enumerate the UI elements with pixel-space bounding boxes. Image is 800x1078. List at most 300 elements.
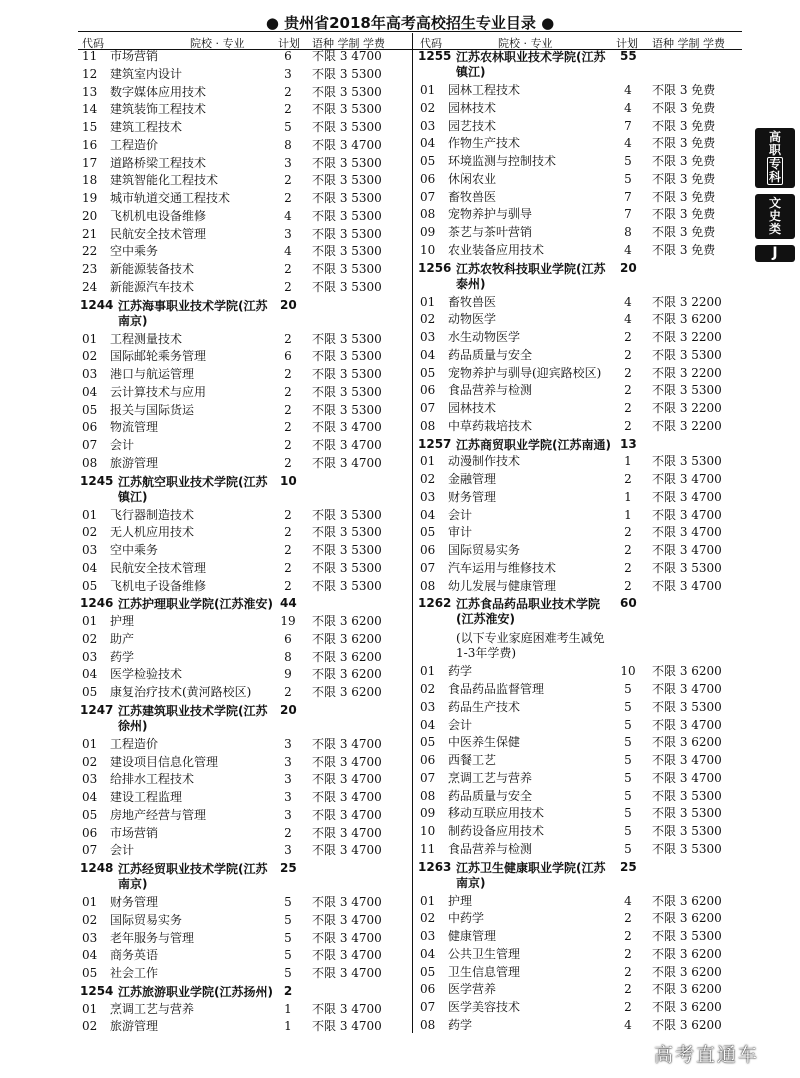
row-plan: 2	[284, 455, 292, 470]
row-fee: 不限 3 4700	[652, 489, 722, 504]
row-name: 国际邮轮乘务管理	[110, 349, 207, 364]
row-name: 健康管理	[448, 929, 497, 943]
major-row	[418, 347, 740, 365]
row-name: 药学	[110, 649, 135, 664]
row-code: 07	[420, 1000, 436, 1014]
major-row	[80, 119, 408, 137]
row-fee: 不限 3 4700	[312, 843, 382, 858]
major-row	[418, 206, 740, 224]
row-code: 06	[420, 383, 436, 398]
row-plan: 3	[284, 226, 292, 241]
row-code: 1263	[418, 859, 452, 874]
row-code: 01	[420, 454, 436, 469]
major-row	[418, 242, 740, 260]
row-code: 06	[82, 825, 98, 840]
row-name: 国际贸易实务	[448, 543, 521, 557]
row-fee: 不限 3 5300	[312, 367, 382, 381]
row-fee: 不限 3 5300	[652, 347, 722, 362]
row-name: 护理	[110, 614, 135, 628]
row-fee: 不限 3 5300	[312, 84, 382, 99]
row-fee: 不限 3 5300	[312, 507, 382, 522]
row-name: 食品营养与检测	[448, 383, 533, 398]
major-row	[418, 118, 740, 136]
row-plan: 3	[284, 66, 292, 81]
major-row	[80, 419, 408, 437]
tab-char: 类	[768, 222, 781, 236]
row-name: 江苏经贸职业技术学院(江苏南京)	[118, 862, 268, 891]
row-name: 江苏农牧科技职业学院(江苏泰州)	[456, 261, 606, 291]
row-plan: 19	[280, 614, 296, 628]
row-plan: 2	[284, 331, 292, 346]
row-code: 05	[420, 154, 436, 168]
row-plan: 2	[624, 365, 632, 380]
row-code: 08	[420, 788, 436, 803]
tab-char: 史	[768, 209, 781, 223]
row-plan: 2	[284, 685, 292, 699]
row-name: 商务英语	[110, 948, 159, 963]
row-name: 建筑智能化工程技术	[110, 173, 219, 188]
row-name: 财务管理	[110, 895, 159, 909]
row-name: 动物医学	[448, 312, 497, 327]
major-row	[418, 752, 740, 770]
row-fee: 不限 3 免费	[652, 225, 716, 239]
row-name: 园林工程技术	[448, 83, 521, 97]
row-code: 04	[420, 946, 436, 961]
header-rule	[78, 31, 742, 32]
row-fee: 不限 3 免费	[652, 189, 716, 204]
left-column-header	[80, 35, 408, 49]
row-code: 02	[420, 472, 436, 486]
row-code: 1262	[418, 596, 452, 611]
row-fee: 不限 3 4700	[312, 438, 382, 452]
tab-vocational	[755, 128, 795, 188]
row-plan: 2	[284, 438, 292, 452]
row-code: 05	[420, 525, 436, 540]
major-row	[80, 825, 408, 843]
major-row	[80, 560, 408, 578]
row-fee: 不限 3 5300	[652, 788, 722, 803]
row-fee: 不限 3 5300	[312, 66, 382, 81]
row-code: 01	[82, 331, 98, 346]
major-row	[80, 507, 408, 525]
row-code: 14	[82, 102, 98, 117]
major-row	[80, 947, 408, 965]
row-name: 医学美容技术	[448, 1000, 521, 1014]
row-code: 01	[420, 83, 436, 97]
page-header: ● 贵州省2018年高考高校招生专业目录 ●	[265, 14, 555, 32]
row-code: 13	[82, 84, 98, 99]
row-name: 汽车运用与维修技术	[448, 560, 557, 575]
row-name: 旅游管理	[110, 455, 159, 470]
row-fee: 不限 3 6200	[652, 1000, 722, 1014]
row-code: 04	[82, 384, 98, 399]
row-plan: 4	[624, 294, 632, 309]
major-row	[80, 965, 408, 983]
row-code: 07	[420, 560, 436, 575]
row-code: 05	[420, 365, 436, 380]
side-tabs	[755, 128, 795, 268]
row-plan: 5	[624, 841, 632, 856]
major-row	[418, 489, 740, 507]
row-name: 江苏卫生健康职业学院(江苏南京)	[456, 860, 606, 890]
col-plan-label: 计划	[616, 37, 638, 50]
row-name: 港口与航运管理	[110, 367, 195, 381]
row-plan: 2	[624, 472, 632, 486]
major-row	[418, 788, 740, 806]
row-plan: 2	[624, 1000, 632, 1014]
row-plan: 2	[284, 560, 292, 575]
major-row	[418, 82, 740, 100]
row-name: 房地产经营与管理	[110, 807, 207, 822]
row-plan: 9	[284, 667, 292, 682]
major-row	[418, 224, 740, 242]
row-code: 02	[82, 631, 98, 646]
major-row	[80, 789, 408, 807]
school-row	[80, 595, 408, 613]
row-name: 江苏护理职业学院(江苏淮安)	[118, 597, 273, 612]
row-code: 05	[82, 402, 98, 417]
row-plan: 2	[624, 347, 632, 362]
major-row	[418, 999, 740, 1017]
row-fee: 不限 3 5300	[312, 208, 382, 223]
row-code: 03	[420, 330, 436, 344]
row-code: 01	[82, 895, 98, 909]
major-row	[418, 524, 740, 542]
row-plan: 2	[624, 946, 632, 961]
row-code: 07	[82, 843, 98, 858]
row-fee: 不限 3 4700	[312, 754, 382, 769]
row-code: 06	[82, 420, 98, 435]
row-plan: 2	[284, 84, 292, 99]
col-code-label: 代码	[420, 37, 442, 50]
row-plan: 20	[280, 297, 297, 312]
major-row	[80, 384, 408, 402]
row-fee: 不限 3 6200	[652, 664, 722, 679]
row-fee: 不限 3 5300	[312, 155, 382, 170]
row-name: 会计	[448, 507, 473, 522]
row-fee: 不限 3 免费	[652, 154, 716, 168]
major-row	[418, 189, 740, 207]
row-plan: 5	[284, 966, 292, 980]
row-name: 烹调工艺与营养	[110, 1001, 195, 1016]
row-name: 飞行器制造技术	[110, 507, 195, 522]
row-fee: 不限 3 5300	[312, 560, 382, 575]
row-plan: 10	[620, 664, 636, 679]
major-row	[80, 279, 408, 297]
row-plan: 4	[284, 208, 292, 223]
row-code: 01	[82, 507, 98, 522]
row-name: 江苏农林职业技术学院(江苏镇江)	[456, 50, 606, 79]
row-code: 03	[420, 929, 436, 943]
row-code: 03	[82, 543, 98, 557]
row-name: 民航安全技术管理	[110, 226, 207, 241]
row-name: 园艺技术	[448, 118, 497, 133]
row-code: 22	[82, 244, 98, 259]
row-code: 10	[420, 242, 436, 257]
row-name: 给排水工程技术	[110, 772, 195, 787]
row-fee: 不限 3 5300	[652, 806, 722, 821]
row-plan: 1	[284, 1001, 292, 1016]
major-row	[80, 684, 408, 702]
tab-char: 高	[768, 130, 781, 144]
row-code: 03	[420, 118, 436, 133]
row-plan: 2	[284, 525, 292, 540]
row-fee: 不限 3 4700	[312, 1001, 382, 1016]
row-plan: 2	[624, 964, 632, 979]
row-code: 15	[82, 120, 98, 134]
row-code: 02	[82, 525, 98, 540]
row-plan: 4	[624, 100, 632, 115]
row-fee: 不限 3 6200	[312, 667, 382, 682]
row-fee: 不限 3 4700	[652, 543, 722, 557]
row-plan: 2	[284, 507, 292, 522]
major-row	[418, 329, 740, 347]
row-code: 02	[420, 911, 436, 926]
school-row	[418, 436, 740, 454]
row-name: 江苏海事职业技术学院(江苏南京)	[118, 298, 268, 328]
row-name: 园林技术	[448, 100, 497, 115]
row-plan: 5	[624, 824, 632, 838]
row-name: 建设项目信息化管理	[110, 754, 219, 769]
row-plan: 6	[284, 349, 292, 364]
tab-char: 专	[768, 157, 781, 171]
row-plan: 2	[624, 982, 632, 997]
row-fee: 不限 3 4700	[652, 472, 722, 486]
row-code: 07	[82, 438, 98, 452]
major-row	[418, 578, 740, 596]
major-row	[418, 893, 740, 911]
row-fee: 不限 3 6200	[652, 893, 722, 908]
row-name: 中药学	[448, 911, 485, 926]
row-name: 会计	[448, 717, 473, 732]
major-row	[80, 455, 408, 473]
row-name: 工程造价	[110, 137, 159, 152]
major-row	[418, 770, 740, 788]
row-code: 01	[82, 614, 98, 628]
major-row	[418, 663, 740, 681]
major-row	[80, 1001, 408, 1019]
row-name: 卫生信息管理	[448, 964, 521, 979]
tab-humanities	[755, 194, 795, 239]
school-row	[80, 702, 408, 736]
row-code: 1245	[80, 473, 114, 488]
row-plan: 2	[624, 401, 632, 415]
row-code: 03	[420, 699, 436, 714]
major-row	[418, 135, 740, 153]
row-name: 环境监测与控制技术	[448, 154, 557, 168]
row-fee: 不限 3 免费	[652, 207, 716, 222]
row-code: 05	[82, 807, 98, 822]
row-name: 无人机应用技术	[110, 525, 195, 540]
row-plan: 2	[284, 102, 292, 117]
row-code: 06	[420, 753, 436, 767]
row-plan: 5	[284, 120, 292, 134]
row-plan: 2	[284, 279, 292, 294]
row-fee: 不限 3 4700	[312, 455, 382, 470]
row-name: 农业装备应用技术	[448, 242, 545, 257]
row-code: 04	[82, 790, 98, 804]
row-name: 西餐工艺	[448, 753, 497, 767]
column-divider	[412, 33, 413, 1033]
row-name: 工程造价	[110, 736, 159, 751]
row-plan: 4	[624, 1017, 632, 1032]
row-fee: 不限 3 5300	[312, 262, 382, 276]
major-row	[80, 243, 408, 261]
row-plan: 3	[284, 843, 292, 858]
row-fee: 不限 3 2200	[652, 330, 722, 344]
row-code: 01	[420, 294, 436, 309]
row-plan: 2	[624, 418, 632, 433]
row-plan: 8	[624, 225, 632, 239]
school-row	[80, 297, 408, 331]
row-fee: 不限 3 5300	[312, 173, 382, 188]
row-plan: 1	[284, 1019, 292, 1034]
row-name: 老年服务与管理	[110, 930, 195, 945]
row-fee: 不限 3 6200	[312, 685, 382, 699]
row-fee: 不限 3 4700	[312, 49, 382, 63]
school-row	[80, 473, 408, 507]
row-code: 02	[420, 682, 436, 696]
row-code: 05	[420, 964, 436, 979]
major-row	[80, 101, 408, 119]
major-row	[418, 946, 740, 964]
col-fee-label: 语种 学制 学费	[652, 37, 725, 50]
row-plan: 25	[280, 861, 297, 875]
major-row	[418, 981, 740, 999]
row-fee: 不限 3 4700	[312, 895, 382, 909]
row-plan: 2	[624, 578, 632, 593]
school-row	[80, 860, 408, 894]
major-row	[80, 1018, 408, 1036]
row-code: 08	[420, 578, 436, 593]
row-name: 畜牧兽医	[448, 294, 497, 309]
row-name: 国际贸易实务	[110, 912, 183, 927]
row-name: 建筑室内设计	[110, 66, 183, 81]
col-name-label: 院校 · 专业	[498, 37, 553, 50]
row-name: 助产	[110, 631, 135, 646]
row-name: 中草药栽培技术	[448, 418, 533, 433]
major-row	[80, 190, 408, 208]
row-name: 宠物养护与驯导	[448, 207, 533, 222]
row-code: 20	[82, 208, 98, 223]
row-plan: 60	[620, 596, 637, 611]
row-code: 02	[82, 754, 98, 769]
row-code: 21	[82, 226, 98, 241]
row-fee: 不限 3 5300	[652, 841, 722, 856]
row-name: 工程测量技术	[110, 331, 183, 346]
row-name: 食品营养与检测	[448, 841, 533, 856]
row-fee: 不限 3 5300	[312, 120, 382, 134]
major-row	[80, 542, 408, 560]
major-row	[80, 666, 408, 684]
row-code: 09	[420, 225, 436, 239]
major-row	[80, 578, 408, 596]
row-fee: 不限 3 2200	[652, 294, 722, 309]
row-plan: 5	[284, 948, 292, 963]
row-name: 数字媒体应用技术	[110, 84, 207, 99]
row-code: 02	[82, 1019, 98, 1034]
row-plan: 44	[280, 596, 297, 611]
row-code: 24	[82, 279, 98, 294]
col-code-label: 代码	[82, 37, 104, 50]
row-fee: 不限 3 4700	[312, 137, 382, 152]
row-plan: 1	[624, 507, 632, 522]
tab-boxed-text	[767, 157, 783, 185]
row-name: 动漫制作技术	[448, 454, 521, 469]
row-name: 市场营销	[110, 825, 159, 840]
row-fee: 不限 3 4700	[652, 682, 722, 696]
row-fee: 不限 3 5300	[312, 102, 382, 117]
row-fee: 不限 3 4700	[312, 790, 382, 804]
row-fee: 不限 3 免费	[652, 83, 716, 97]
row-plan: 25	[620, 859, 637, 874]
row-code: 03	[420, 489, 436, 504]
row-name: 民航安全技术管理	[110, 560, 207, 575]
row-fee: 不限 3 6200	[312, 631, 382, 646]
row-plan: 55	[620, 49, 637, 63]
school-row	[418, 48, 740, 82]
row-plan: 3	[284, 155, 292, 170]
row-plan: 7	[624, 118, 632, 133]
major-row	[418, 507, 740, 525]
row-code: 01	[420, 664, 436, 679]
major-row	[80, 613, 408, 631]
row-fee: 不限 3 4700	[652, 770, 722, 785]
major-row	[80, 771, 408, 789]
row-fee: 不限 3 5300	[312, 191, 382, 205]
major-row	[80, 155, 408, 173]
major-row	[80, 912, 408, 930]
row-name: 药品生产技术	[448, 699, 521, 714]
row-name: 道路桥梁工程技术	[110, 155, 207, 170]
row-fee: 不限 3 4700	[652, 525, 722, 540]
major-row	[418, 910, 740, 928]
row-name: 畜牧兽医	[448, 189, 497, 204]
major-row	[80, 736, 408, 754]
major-row	[80, 807, 408, 825]
row-fee: 不限 3 免费	[652, 118, 716, 133]
row-fee: 不限 3 6200	[312, 649, 382, 664]
major-row	[418, 964, 740, 982]
row-code: 16	[82, 137, 98, 152]
row-plan: 6	[284, 49, 292, 63]
row-code: 12	[82, 66, 98, 81]
row-fee: 不限 3 免费	[652, 136, 716, 151]
row-fee: 不限 3 4700	[312, 825, 382, 840]
row-fee: 不限 3 6200	[652, 911, 722, 926]
major-row	[80, 48, 408, 66]
row-plan: 5	[624, 717, 632, 732]
note-row	[418, 629, 740, 663]
row-name: 公共卫生管理	[448, 946, 521, 961]
row-fee: 不限 3 5300	[652, 454, 722, 469]
school-row	[418, 859, 740, 893]
row-plan: 1	[624, 454, 632, 469]
row-plan: 2	[284, 367, 292, 381]
row-name: 移动互联应用技术	[448, 806, 545, 821]
row-plan: 6	[284, 631, 292, 646]
row-code: 09	[420, 806, 436, 821]
row-fee: 不限 3 5300	[652, 383, 722, 398]
row-name: 建筑工程技术	[110, 120, 183, 134]
row-fee: 不限 3 6200	[652, 735, 722, 750]
row-name: 制药设备应用技术	[448, 824, 545, 838]
row-name: 江苏旅游职业学院(江苏扬州)	[118, 984, 273, 999]
row-name: 中医养生保健	[448, 735, 521, 750]
row-code: 1248	[80, 861, 114, 875]
row-name: 社会工作	[110, 966, 159, 980]
row-plan: 3	[284, 754, 292, 769]
